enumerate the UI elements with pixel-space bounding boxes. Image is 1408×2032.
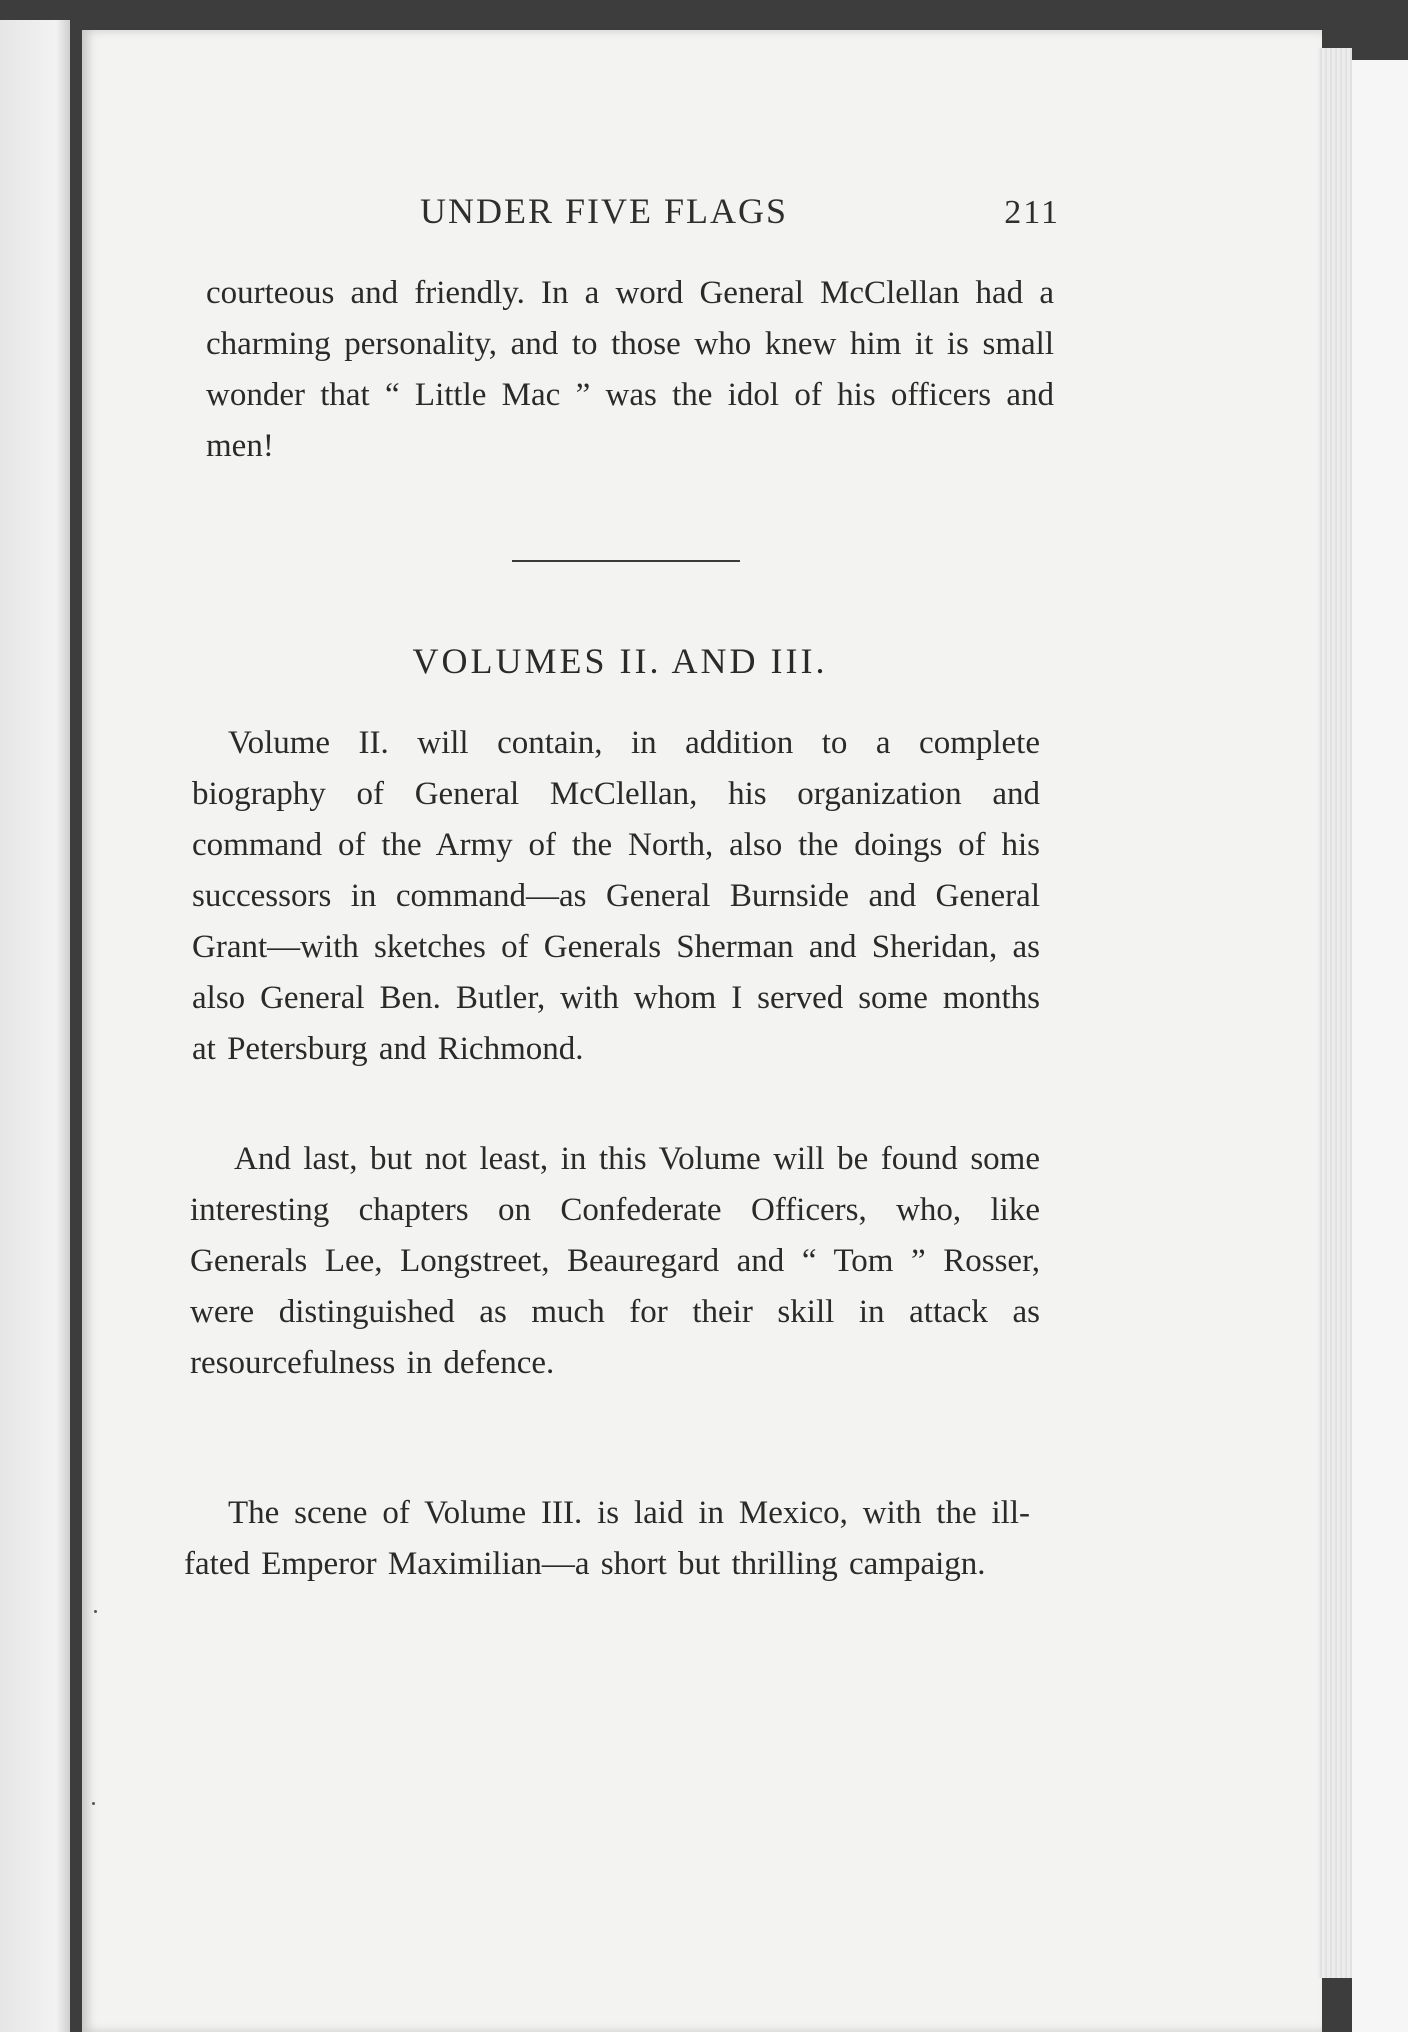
scan-speck — [92, 1802, 95, 1805]
paragraph-confederate-officers: And last, but not least, in this Volume will be found some interesting chapters on Confederate Officers, who, like Generals Lee, Longstreet, Beauregard and “ Tom ” Rosser, were distinguished as much for their skill in attack as resourcefulness in defence. — [190, 1141, 1040, 1381]
scan-speck — [94, 1610, 97, 1613]
paragraph-volume-three: The scene of Volume III. is laid in Mexico, with the ill-fated Emperor Maximilian—a short but thrilling campaign. — [184, 1495, 1030, 1582]
right-margin — [1352, 60, 1408, 2032]
running-title: UNDER FIVE FLAGS — [420, 191, 789, 231]
section-heading: VOLUMES II. AND III. — [412, 641, 828, 681]
left-page-edge — [0, 20, 70, 2032]
paragraph-volume-two: Volume II. will contain, in addition to a complete biography of General McClellan, his organization and command of the Army of the North, also the doings of his successors in command—as General Burnside and General Grant—with sketches of Generals Sherman and Sheridan, as also General Ben. Butler, with whom I served some months at Petersburg and Richmond. — [192, 725, 1040, 1067]
paragraph-top: courteous and friendly. In a word General McClellan had a charming personality, and to those who knew him it is small wonder that “ Little Mac ” was the idol of his officers and men! — [206, 275, 1054, 464]
section-divider — [512, 560, 740, 562]
page-fore-edge — [1318, 48, 1352, 1978]
page-number: 211 — [1004, 194, 1060, 231]
